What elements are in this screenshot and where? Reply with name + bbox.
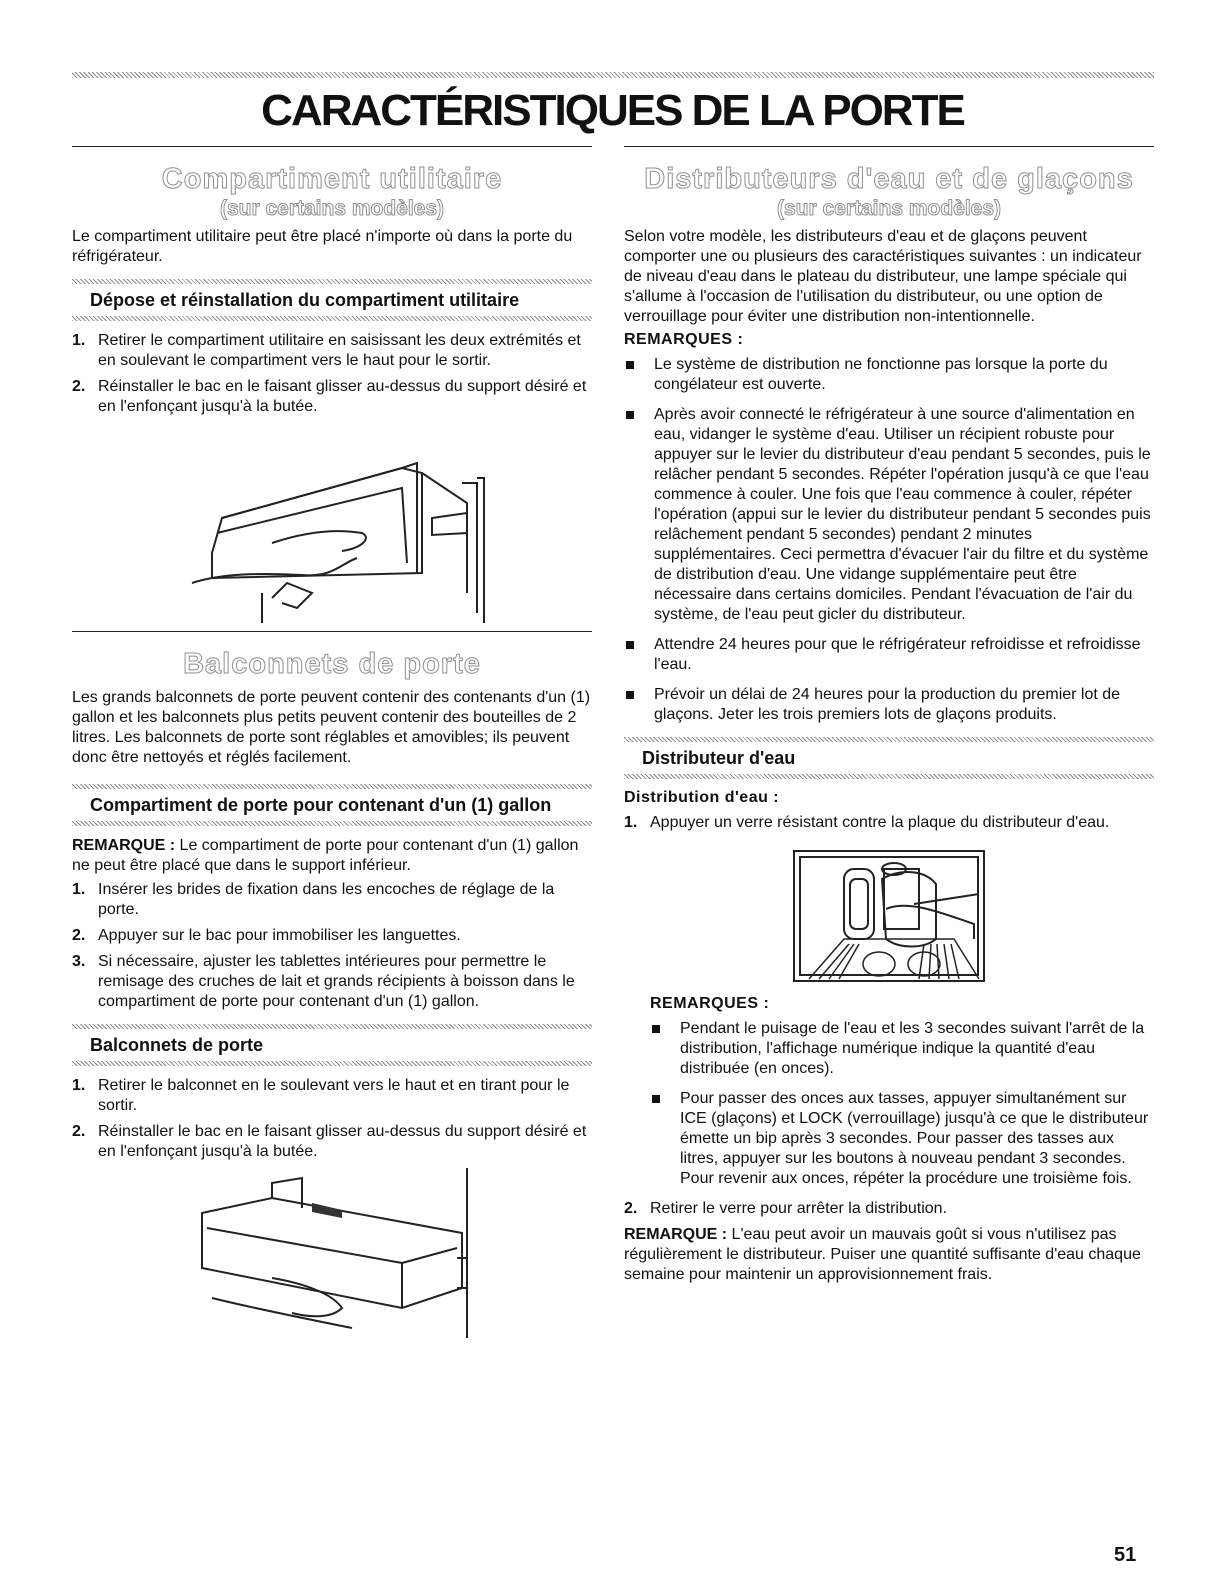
bins-divider xyxy=(72,631,592,632)
gallon-note-text: Le compartiment de porte pour contenant d'un (1) gallon ne peut être placé que dans le support inférieur. xyxy=(72,837,579,874)
right-column xyxy=(624,146,1154,1285)
list-item xyxy=(650,1089,1154,1189)
water-dispenser-subhead xyxy=(624,737,1154,779)
list-item xyxy=(650,1019,1154,1079)
note-text: Pour passer des onces aux tasses, appuyer simultanément sur ICE (glaçons) et LOCK (verrouillage) jusqu'à ce que le distributeur émette un bip après 3 secondes. Pour passer des tasses aux litres, appuyer sur les boutons à nouveau pendant 3 secondes. Pour revenir aux onces, répéter la procédure une troisième fois. xyxy=(680,1090,1149,1187)
step-number: 1. xyxy=(72,881,86,898)
gallon-note xyxy=(72,836,592,876)
step-number: 1. xyxy=(624,814,638,831)
door-bin-illustration xyxy=(72,1168,592,1338)
bullet-icon xyxy=(626,641,634,649)
page-title: CARACTÉRISTIQUES DE LA PORTE xyxy=(261,86,964,135)
bins-subhead xyxy=(72,1024,592,1066)
gallon-note-label: REMARQUE : xyxy=(72,837,176,854)
water-distribution-label: Distribution d'eau : xyxy=(624,789,780,806)
list-item xyxy=(72,952,592,1012)
water-notes-label: REMARQUES : xyxy=(650,995,770,1012)
water-final-note xyxy=(624,1225,1154,1285)
water-step-two xyxy=(624,1199,1154,1219)
water-notes-block xyxy=(624,995,1154,1189)
utility-steps xyxy=(72,331,592,417)
step-number: 2. xyxy=(72,927,86,944)
utility-section-subtitle: (sur certains modèles) xyxy=(219,197,445,220)
step-text: Retirer le balconnet en le soulevant vers le haut et en tirant pour le sortir. xyxy=(98,1077,570,1114)
step-number: 1. xyxy=(72,332,86,349)
step-text: Insérer les brides de fixation dans les encoches de réglage de la porte. xyxy=(98,881,555,918)
dispensers-section-title: Distributeurs d'eau et de glaçons xyxy=(644,163,1134,195)
utility-compartment-illustration xyxy=(72,423,592,623)
water-dispenser-subhead-text: Distributeur d'eau xyxy=(642,748,796,768)
water-final-note-text: L'eau peut avoir un mauvais goût si vous n'utilisez pas régulièrement le distributeur. Puiser une quantité suffisante d'eau chaque semaine pour maintenir un approvisionnement frais. xyxy=(624,1226,1141,1283)
note-text: Attendre 24 heures pour que le réfrigérateur refroidisse et refroidisse l'eau. xyxy=(654,636,1141,673)
list-item xyxy=(624,1199,1154,1219)
top-hatch-band xyxy=(72,72,1154,78)
gallon-subhead xyxy=(72,784,592,826)
step-number: 3. xyxy=(72,953,86,970)
gallon-steps xyxy=(72,880,592,1012)
water-final-note-label: REMARQUE : xyxy=(624,1226,728,1243)
bins-section-title: Balconnets de porte xyxy=(183,648,481,680)
dispensers-intro: Selon votre modèle, les distributeurs d'eau et de glaçons peuvent comporter une ou plusieurs des caractéristiques suivantes : un indicateur de niveau d'eau dans le plateau du distributeur, une lampe spéciale qui s'allume à l'occasion de l'utilisation du distributeur, ou une option de verrouillage pour éviter une distribution non-intentionnelle. xyxy=(624,228,1142,325)
list-item xyxy=(624,355,1154,395)
list-item xyxy=(72,926,592,946)
bullet-icon xyxy=(626,361,634,369)
note-text: Le système de distribution ne fonctionne pas lorsque la porte du congélateur est ouverte. xyxy=(654,356,1108,393)
step-text: Réinstaller le bac en le faisant glisser au-dessus du support désiré et en l'enfonçant jusqu'à la butée. xyxy=(98,378,587,415)
dispensers-notes-label: REMARQUES : xyxy=(624,331,744,348)
step-text: Retirer le compartiment utilitaire en saisissant les deux extrémités et en soulevant le compartiment vers le haut pour le sortir. xyxy=(98,332,581,369)
page-number: 51 xyxy=(1114,1544,1137,1566)
list-item xyxy=(72,1076,592,1116)
utility-intro: Le compartiment utilitaire peut être placé n'importe où dans la porte du réfrigérateur. xyxy=(72,228,573,265)
bullet-icon xyxy=(626,691,634,699)
bullet-icon xyxy=(626,411,634,419)
utility-subhead-text: Dépose et réinstallation du compartiment utilitaire xyxy=(90,290,520,310)
note-text: Après avoir connecté le réfrigérateur à une source d'alimentation en eau, vidanger le système d'eau. Utiliser un récipient robuste pour appuyer sur le levier du distributeur d'eau pendant 5 secondes, puis le relâcher pendant 5 secondes. Répéter l'opération jusqu'à ce que l'eau commence à couler. Une fois que l'eau commence à couler, répéter l'opération (appui sur le levier du distributeur pendant 5 secondes puis relâchement pendant 5 secondes) pendant 2 minutes supplémentaires. Ceci permettra d'évacuer l'air du filtre et du système de distribution d'eau. Une vidange supplémentaire peut être nécessaire dans certains domiciles. Pendant l'évacuation de l'air du système, de l'eau peut gicler du distributeur. xyxy=(654,406,1151,623)
gallon-subhead-text: Compartiment de porte pour contenant d'un (1) gallon xyxy=(90,795,552,815)
list-item xyxy=(72,377,592,417)
list-item xyxy=(72,1122,592,1162)
left-column xyxy=(72,146,592,1338)
water-step-one xyxy=(624,813,1154,833)
step-text: Si nécessaire, ajuster les tablettes intérieures pour permettre le remisage des cruches de lait et grands récipients à boisson dans le compartiment de porte pour contenant d'un (1) gallon. xyxy=(98,953,575,1010)
water-notes xyxy=(650,1019,1154,1189)
step-text: Appuyer un verre résistant contre la plaque du distributeur d'eau. xyxy=(650,814,1110,831)
list-item xyxy=(624,635,1154,675)
utility-section-title: Compartiment utilitaire xyxy=(161,163,503,195)
bins-steps xyxy=(72,1076,592,1162)
water-dispenser-illustration xyxy=(624,839,1154,989)
bullet-icon xyxy=(652,1025,660,1033)
list-item xyxy=(72,880,592,920)
note-text: Prévoir un délai de 24 heures pour la production du premier lot de glaçons. Jeter les trois premiers lots de glaçons produits. xyxy=(654,686,1121,723)
list-item xyxy=(72,331,592,371)
list-item xyxy=(624,813,1154,833)
step-number: 1. xyxy=(72,1077,86,1094)
dispensers-notes xyxy=(624,355,1154,725)
bins-subhead-text: Balconnets de porte xyxy=(90,1035,264,1055)
step-text: Appuyer sur le bac pour immobiliser les languettes. xyxy=(98,927,461,944)
step-number: 2. xyxy=(72,1123,86,1140)
step-number: 2. xyxy=(72,378,86,395)
note-text: Pendant le puisage de l'eau et les 3 secondes suivant l'arrêt de la distribution, l'affichage numérique indique la quantité d'eau distribuée (en onces). xyxy=(680,1020,1145,1077)
list-item xyxy=(624,685,1154,725)
list-item xyxy=(624,405,1154,625)
utility-subhead xyxy=(72,279,592,321)
step-number: 2. xyxy=(624,1200,638,1217)
step-text: Réinstaller le bac en le faisant glisser au-dessus du support désiré et en l'enfonçant jusqu'à la butée. xyxy=(98,1123,587,1160)
bins-intro: Les grands balconnets de porte peuvent contenir des contenants d'un (1) gallon et les balconnets plus petits peuvent contenir des bouteilles de 2 litres. Les balconnets de porte sont réglables et amovibles; ils peuvent donc être nettoyés et réglés facilement. xyxy=(72,689,591,766)
bullet-icon xyxy=(652,1095,660,1103)
dispensers-section-subtitle: (sur certains modèles) xyxy=(776,197,1002,220)
step-text: Retirer le verre pour arrêter la distribution. xyxy=(650,1200,948,1217)
